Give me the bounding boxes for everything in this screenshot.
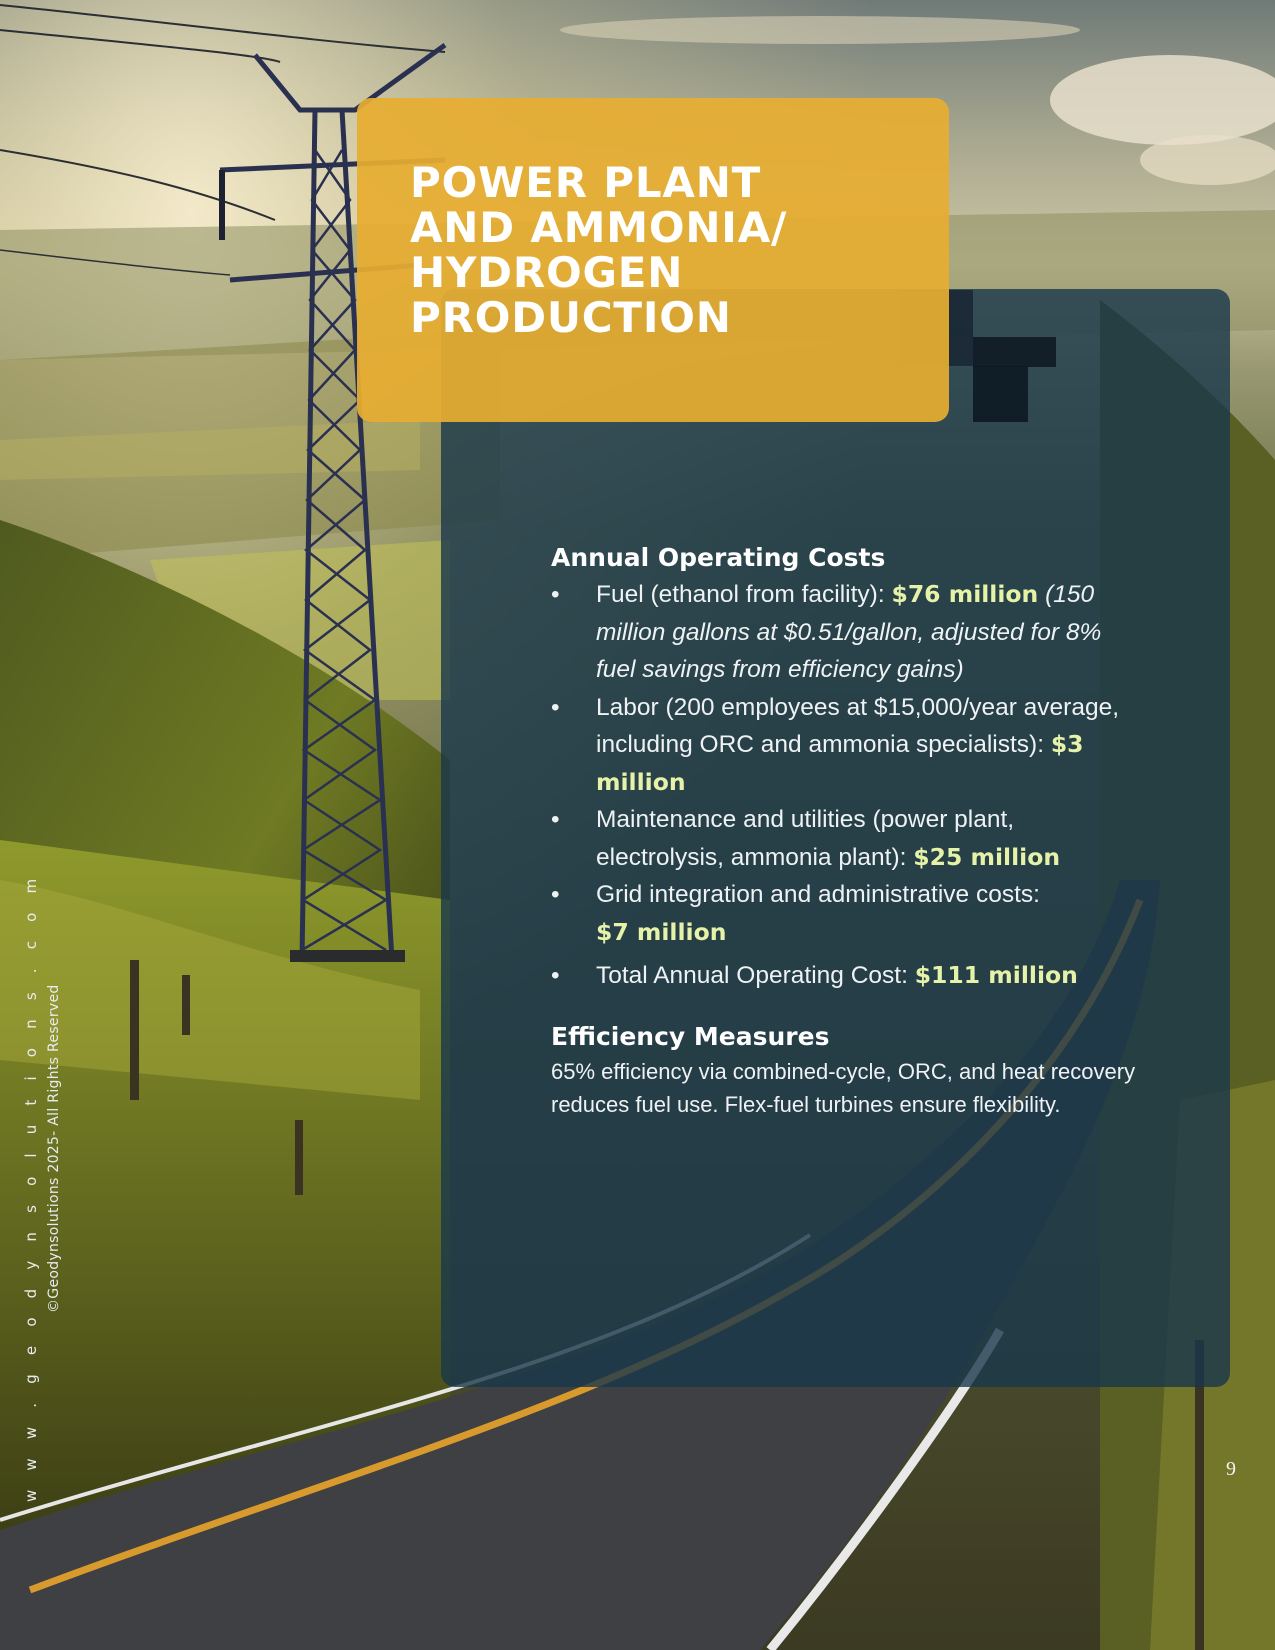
cost-description: Labor (200 employees at $15,000/year average, including ORC and ammonia specialists):: [596, 693, 1120, 758]
content: [551, 540, 1141, 1122]
cost-amount: $25 million: [913, 842, 1061, 871]
title-line: POWER PLANT: [410, 158, 762, 207]
cost-description: Maintenance and utilities (power plant, electrolysis, ammonia plant):: [596, 806, 1015, 871]
decorative-square: [973, 337, 1056, 367]
title-line: HYDROGEN: [410, 248, 684, 297]
list-item: [551, 801, 1141, 876]
cost-note: (150 million gallons at $0.51/gallon, adjusted for 8% fuel savings from efficiency gains): [596, 581, 1102, 683]
website-url: w w w . g e o d y n s o l u t i o n s . c o m: [22, 871, 40, 1502]
list-item: [551, 876, 1141, 951]
operating-costs-heading: Annual Operating Costs: [551, 543, 886, 572]
copyright-notice: ©Geodynsolutions 2025- All Rights Reserved: [46, 984, 62, 1313]
cost-amount: $76 million: [891, 580, 1039, 608]
page-number: 9: [1226, 1458, 1236, 1480]
efficiency-text: 65% efficiency via combined-cycle, ORC, and heat recovery reduces fuel use. Flex-fuel turbines ensure flexibility.: [551, 1058, 1136, 1117]
cost-description: Grid integration and administrative costs:: [596, 881, 1040, 908]
efficiency-heading: Efficiency Measures: [551, 1021, 830, 1051]
cost-description: Total Annual Operating Cost:: [596, 962, 915, 989]
list-item: [551, 689, 1141, 802]
cost-amount: $7 million: [596, 917, 727, 946]
title-line: AND AMMONIA/: [410, 203, 788, 252]
list-item-total: [551, 957, 1141, 995]
cost-amount: $3 million: [596, 730, 1084, 796]
list-item: [551, 576, 1141, 689]
page-title: [410, 160, 787, 340]
cost-description: Fuel (ethanol from facility):: [596, 581, 892, 608]
decorative-square: [973, 366, 1028, 422]
title-line: PRODUCTION: [410, 293, 732, 342]
cost-amount: $111 million: [914, 961, 1078, 989]
operating-costs-list: [551, 576, 1141, 995]
